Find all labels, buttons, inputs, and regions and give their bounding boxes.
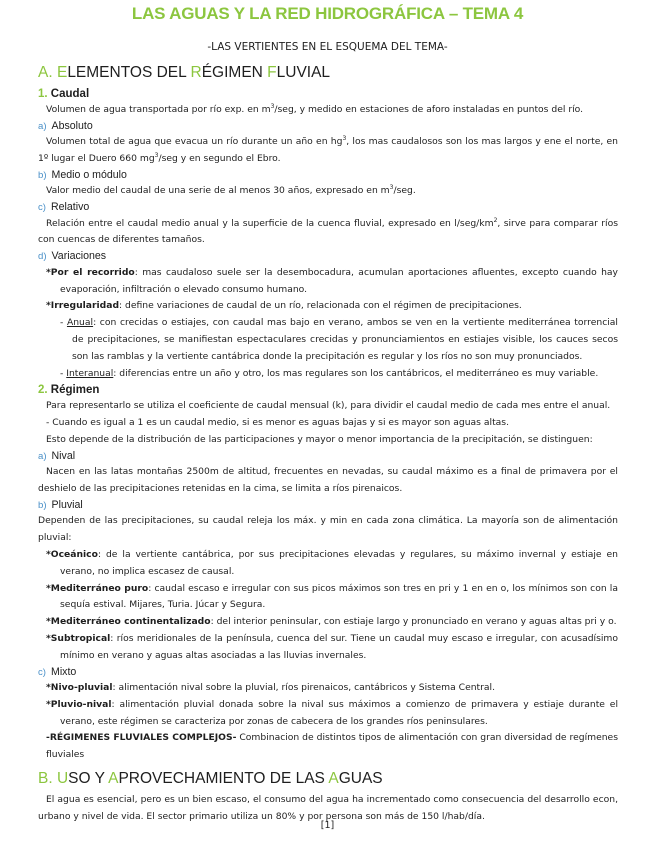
absoluto-text [38,134,618,168]
section-b-text: El agua es esencial, pero es un bien escaso, el consumo del agua ha incrementado como consecuencia del desarrollo econ, urbano y nivel de vida. El sector primario utiliza un 80% y por persona son más de 150 l/hab/día. [38,794,618,822]
heading-text: LEMENTOS DEL [67,64,191,81]
heading-label: Variaciones [51,250,107,263]
text-part: /seg. [393,185,416,197]
interanual-item [38,366,618,383]
item-label: *Nivo-pluvial [46,682,113,694]
item-label: *Mediterráneo puro [46,582,149,594]
superscript: 3 [342,135,347,143]
heading-number: c) [38,202,46,214]
heading-text: LUVIAL [276,64,331,81]
mediterraneo-puro-item [38,581,618,615]
heading-label: Medio o módulo [51,168,127,181]
relativo-heading [38,200,618,216]
pluvial-text: Dependen de las precipitaciones, su caudal releja los máx. y min en cada zona climática. La mayoría son de alimentación pluvial: [38,515,618,544]
item-label: *Mediterráneo continentalizado [46,616,211,628]
item-label: *Por el recorrido [46,266,135,278]
heading-label: Régimen [50,384,100,397]
heading-number: c) [38,666,46,678]
regimen-p1: Para representarlo se utiliza el coeficiente de caudal mensual (k), para dividir el caudal medio de cada mes entre el anual. [46,400,611,412]
heading-number: 2. [38,384,48,397]
regimen-heading [38,382,618,398]
text-part: Valor medio del caudal de una serie de al menos 30 años, expresado en m [46,185,390,197]
heading-label: Nival [51,449,76,462]
heading-label: Absoluto [51,119,93,132]
recorrido-item [38,265,618,299]
item-text: : caudal escaso e irregular con sus picos máximos son tres en pri y 1 en en o, los mínimos son con la sequía estival. Mijares, Turia. Júcar y Segura. [60,582,618,611]
regimenes-complejos-item [38,730,618,764]
regimen-p3: Esto depende de la distribución de las participaciones y mayor o menor importancia de la precipitación, se distinguen: [46,433,593,445]
section-b-heading [38,768,618,789]
superscript: 3 [389,184,394,192]
item-label: *Irregularidad [46,300,120,312]
heading-initial: R [190,64,202,81]
heading-number: a) [38,120,47,132]
anual-item [38,315,618,365]
item-text: : mas caudaloso suele ser la desembocadura, acumulan aportaciones afluentes, excepto cuando hay evaporación, infiltración o elevado consumo humano. [60,266,618,295]
heading-initial: E [56,64,68,81]
text-part: Relación entre el caudal medio anual y la superficie de la cuenca fluvial, expresado en l/seg/km [46,217,494,229]
item-label: Anual [66,317,94,329]
nival-heading [38,449,618,465]
pluvial-heading [38,498,618,514]
item-label: *Subtropical [46,632,111,644]
caudal-text [38,102,618,119]
item-text: : alimentación pluvial donada sobre la nival sus máximos a comienzo de primavera y estiaje durante el verano, este régimen se caracteriza por zonas de cabecera de los grandes ríos peninsulares. [60,698,618,727]
heading-number: d) [38,251,47,263]
item-text: : ríos meridionales de la península, cuenca del sur. Tiene un caudal muy escaso e irregular, con acusadísimo mínimo en verano y aguas altas asociadas a las lluvias invernales. [60,632,618,661]
nivo-pluvial-item [38,680,618,697]
item-text: : de la vertiente cantábrica, por sus precipitaciones elevadas y regulares, su máximo invernal y estiaje en verano, no implica escasez de causal. [60,548,618,577]
document-body [38,62,618,826]
dash: - [60,367,67,379]
absoluto-heading [38,119,618,135]
text-part: Volumen de agua transportada por río exp. en m [46,104,271,115]
item-text: : alimentación nival sobre la pluvial, ríos pirenaicos, cantábricos y Sistema Central. [112,682,496,694]
relativo-text [38,216,618,250]
mixto-heading [38,665,618,681]
heading-text: GUAS [338,770,383,787]
item-text: : diferencias entre un año y otro, los mas regulares son los cantábricos, el mediterráneo es muy variable. [113,367,599,379]
item-text: : con crecidas o estiajes, con caudal mas bajo en verano, ambos se ven en la vertiente mediterránea torrencial de precipitaciones, se manifiestan espectaculares crecidas y pronunciamientos en estiajes visible, los cauces secos son las ramblas y la vertiente cantábrica donde la precipitación es regular y los ríos no son muy pronunciados. [72,317,618,362]
heading-text: PROVECHAMIENTO DE LAS [118,770,329,787]
heading-label: Relativo [51,201,90,214]
nival-text: Nacen en las latas montañas 2500m de altitud, frecuentes en nevadas, su caudal máximo es a final de primavera por el deshielo de las precipitaciones retenidas en la cima, se limita a ríos pirenaicos. [38,466,618,495]
medio-heading [38,168,618,184]
item-text: : del interior peninsular, con estiaje largo y pronunciado en verano y aguas altas pri y o. [210,616,617,628]
heading-text: ÉGIMEN [201,64,268,81]
medio-text [38,183,618,200]
heading-number: 1. [38,88,48,100]
irregularidad-item [38,298,618,315]
heading-number: b) [38,499,47,511]
heading-initial: A [108,770,119,787]
item-text: : define variaciones de caudal de un río, relacionada con el régimen de precipitaciones. [119,300,522,312]
text-part: /seg y en segundo el Ebro. [158,153,281,165]
item-label: *Oceánico [46,548,98,560]
oceanico-item [38,547,618,581]
item-label: -RÉGIMENES FLUVIALES COMPLEJOS- [46,732,237,744]
section-b-letter: B. [38,770,53,787]
text-part: , los mas caudalosos son los mas largos y ene el norte, en 1º lugar el Duero 660 mg [38,136,618,165]
text-part: Volumen total de agua que evacua un río durante un año en hg [46,136,343,148]
page-number: [1] [320,820,335,831]
heading-initial: A [328,770,339,787]
document-subtitle: -LAS VERTIENTES EN EL ESQUEMA DEL TEMA- [207,41,448,53]
pluvio-nival-item [38,697,618,731]
heading-initial: U [56,770,69,787]
superscript: 2 [493,216,498,224]
text-part: , sirve para comparar ríos con cuencas de diferentes tamaños. [38,217,619,246]
superscript: 3 [154,152,159,160]
caudal-heading [38,86,618,102]
item-label: Interanual [66,367,114,379]
section-a-letter: A. [38,64,53,81]
variaciones-heading [38,249,618,265]
regimen-p2: - Cuando es igual a 1 es un caudal medio, si es menor es aguas bajas y si es mayor son aguas altas. [46,417,510,429]
item-text: Combinacion de distintos tipos de alimentación con gran diversidad de regímenes fluviales [46,732,618,761]
document-title: LAS AGUAS Y LA RED HIDROGRÁFICA – TEMA 4 [131,4,524,23]
superscript: 3 [270,102,275,110]
heading-label: Mixto [51,665,77,678]
subtropical-item [38,631,618,665]
heading-label: Caudal [50,88,90,100]
heading-number: b) [38,169,47,181]
heading-number: a) [38,450,47,462]
item-label: *Pluvio-nival [46,698,112,710]
dash: - [60,317,67,329]
heading-initial: F [267,64,277,81]
heading-label: Pluvial [51,498,83,511]
text-part: /seg, y medido en estaciones de aforo instaladas en puntos del río. [274,104,584,115]
mediterraneo-continentalizado-item [38,614,618,631]
heading-text: SO Y [68,770,109,787]
section-a-heading [38,62,618,83]
